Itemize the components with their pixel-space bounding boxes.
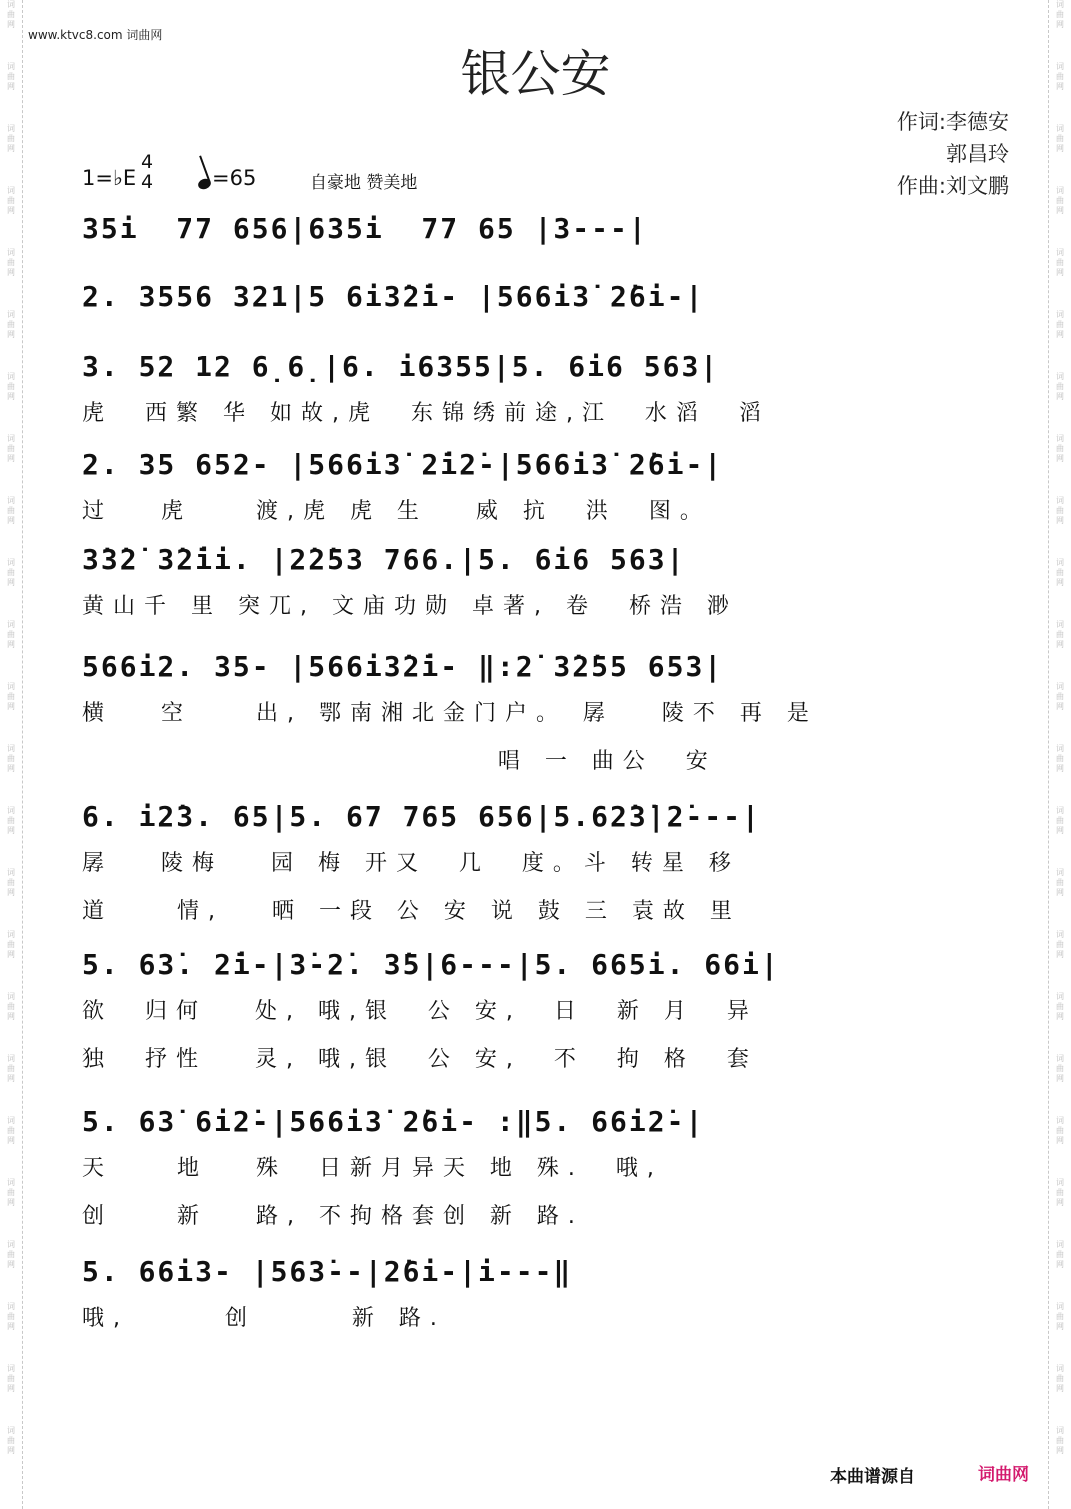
- lyricist-credit-2: 郭昌玲: [946, 142, 1009, 166]
- score-row-3: 3. 52 12 6̣6̣|6. i6355|5. 6i6 563|: [82, 350, 720, 383]
- side-watermark-glyph: 词曲网: [7, 1054, 15, 1083]
- lyric-row-5: 唱 一 曲公 安: [82, 749, 717, 774]
- side-watermark-glyph: 词曲网: [7, 1364, 15, 1393]
- source-label: 本曲谱源自: [830, 1467, 915, 1487]
- composer-credit: 作曲:刘文鹏: [896, 174, 1009, 198]
- side-watermark-glyph: 词曲网: [1056, 0, 1064, 29]
- side-watermark-glyph: 词曲网: [7, 372, 15, 401]
- side-watermark-glyph: 词曲网: [1056, 992, 1064, 1021]
- score-row-6: 566i2. 35- |566i3̇2̇i- ‖:2̇ 3̇2̇55 653|: [82, 650, 724, 683]
- lyric-row-8: 欲 归何 处, 哦,银 公 安, 日 新 月 异: [82, 999, 758, 1024]
- time-signature: [141, 152, 153, 192]
- time-sig-top: 4: [141, 151, 154, 173]
- side-watermark-glyph: 词曲网: [7, 310, 15, 339]
- lyric-row-3: 黄山千 里 突兀, 文庙功勋 卓著, 卷 桥浩 渺: [82, 594, 738, 619]
- score-row-4: 2. 35 652- |566i3̇ 2̇i2̇-|566i3̇ 2̇6i-|: [82, 448, 724, 481]
- lyricist-credit: 作词:李德安: [896, 110, 1009, 134]
- side-watermark-left: [4, 0, 18, 1488]
- side-watermark-glyph: 词曲网: [1056, 1302, 1064, 1331]
- side-watermark-glyph: 词曲网: [7, 248, 15, 277]
- score-row-2: 2. 3556 321|5 6i3̇2̇i- |566i3̇ 2̇6i-|: [82, 280, 705, 313]
- side-watermark-glyph: 词曲网: [1056, 124, 1064, 153]
- lyric-row-6: 孱 陵梅 园 梅 开又 几 度。斗 转星 移: [82, 851, 740, 876]
- side-watermark-glyph: 词曲网: [1056, 434, 1064, 463]
- side-watermark-glyph: 词曲网: [1056, 310, 1064, 339]
- side-watermark-glyph: 词曲网: [7, 1426, 15, 1455]
- side-watermark-glyph: 词曲网: [7, 1240, 15, 1269]
- side-watermark-glyph: 词曲网: [1056, 1054, 1064, 1083]
- side-watermark-glyph: 词曲网: [1056, 806, 1064, 835]
- side-watermark-glyph: 词曲网: [7, 806, 15, 835]
- side-watermark-glyph: 词曲网: [1056, 496, 1064, 525]
- side-watermark-glyph: 词曲网: [7, 930, 15, 959]
- lyric-row-10: 天 地 殊 日新月异天 地 殊. 哦,: [82, 1156, 663, 1181]
- lyric-row-2: 过 虎 渡,虎 虎 生 威 抗 洪 图。: [82, 499, 711, 524]
- key-signature: 1=♭E: [82, 166, 137, 190]
- side-watermark-glyph: 词曲网: [1056, 682, 1064, 711]
- side-watermark-glyph: 词曲网: [7, 62, 15, 91]
- expression-marking: 自豪地 赞美地: [310, 173, 418, 193]
- side-watermark-glyph: 词曲网: [7, 186, 15, 215]
- side-watermark-glyph: 词曲网: [7, 1116, 15, 1145]
- side-watermark-glyph: 词曲网: [1056, 1364, 1064, 1393]
- side-watermark-glyph: 词曲网: [1056, 186, 1064, 215]
- site-watermark: www.ktvc8.com 词曲网: [28, 28, 163, 42]
- tempo-value: =65: [212, 166, 257, 190]
- side-watermark-glyph: 词曲网: [7, 496, 15, 525]
- lyric-row-7: 道 情, 晒 一段 公 安 说 鼓 三 袁故 里: [82, 899, 741, 924]
- side-watermark-glyph: 词曲网: [7, 0, 15, 29]
- side-watermark-glyph: 词曲网: [7, 868, 15, 897]
- side-watermark-glyph: 词曲网: [1056, 1178, 1064, 1207]
- side-watermark-glyph: 词曲网: [1056, 248, 1064, 277]
- time-sig-bottom: 4: [141, 171, 154, 193]
- side-watermark-glyph: 词曲网: [1056, 868, 1064, 897]
- score-row-5: 3̇3̇2̇ 3̇2̇ii. |2̇2̇53 766.|5. 6i6 563|: [82, 543, 686, 576]
- lyric-row-11: 创 新 路, 不拘格套创 新 路.: [82, 1204, 584, 1229]
- source-site-link[interactable]: 词曲网: [978, 1465, 1029, 1485]
- lyric-row-9: 独 抒性 灵, 哦,银 公 安, 不 拘 格 套: [82, 1047, 758, 1072]
- side-watermark-glyph: 词曲网: [7, 620, 15, 649]
- side-watermark-glyph: 词曲网: [1056, 1240, 1064, 1269]
- quarter-note-icon: [197, 177, 213, 191]
- side-watermark-glyph: 词曲网: [1056, 620, 1064, 649]
- score-row-9: 5. 63̇ 6i2̇-|566i3̇ 2̇6i- :‖5. 66i2̇-|: [82, 1105, 705, 1138]
- tempo-marking: [198, 166, 256, 190]
- score-row-7: 6. i2̇3. 65|5. 67 765 656|5.62̇3̇|2̇---|: [82, 800, 761, 833]
- side-watermark-glyph: 词曲网: [1056, 930, 1064, 959]
- song-title: 银公安: [460, 45, 611, 103]
- side-watermark-glyph: 词曲网: [7, 124, 15, 153]
- side-watermark-glyph: 词曲网: [7, 744, 15, 773]
- score-row-10: 5. 66i3- |563̇--|2̇6i-|i---‖: [82, 1255, 573, 1288]
- side-watermark-glyph: 词曲网: [7, 682, 15, 711]
- side-watermark-glyph: 词曲网: [7, 992, 15, 1021]
- side-watermark-glyph: 词曲网: [7, 1178, 15, 1207]
- side-watermark-glyph: 词曲网: [7, 434, 15, 463]
- side-watermark-glyph: 词曲网: [1056, 62, 1064, 91]
- lyric-row-4: 横 空 出, 鄂南湘北金门户。 孱 陵不 再 是: [82, 701, 818, 726]
- side-watermark-glyph: 词曲网: [1056, 1116, 1064, 1145]
- side-watermark-glyph: 词曲网: [1056, 1426, 1064, 1455]
- side-watermark-glyph: 词曲网: [7, 558, 15, 587]
- side-watermark-right: [1053, 0, 1067, 1488]
- score-row-1: 35i 77 656|635i 77 65 |3---|: [82, 212, 648, 245]
- lyric-row-1: 虎 西繁 华 如故,虎 东锦绣前途,江 水滔 滔: [82, 401, 770, 426]
- side-watermark-glyph: 词曲网: [1056, 558, 1064, 587]
- side-watermark-glyph: 词曲网: [1056, 372, 1064, 401]
- lyric-row-12: 哦, 创 新 路.: [82, 1306, 446, 1331]
- side-watermark-glyph: 词曲网: [7, 1302, 15, 1331]
- side-watermark-glyph: 词曲网: [1056, 744, 1064, 773]
- score-row-8: 5. 63̇. 2̇i-|3̇-2̇. 3̇5|6---|5. 665i. 66i|: [82, 948, 780, 981]
